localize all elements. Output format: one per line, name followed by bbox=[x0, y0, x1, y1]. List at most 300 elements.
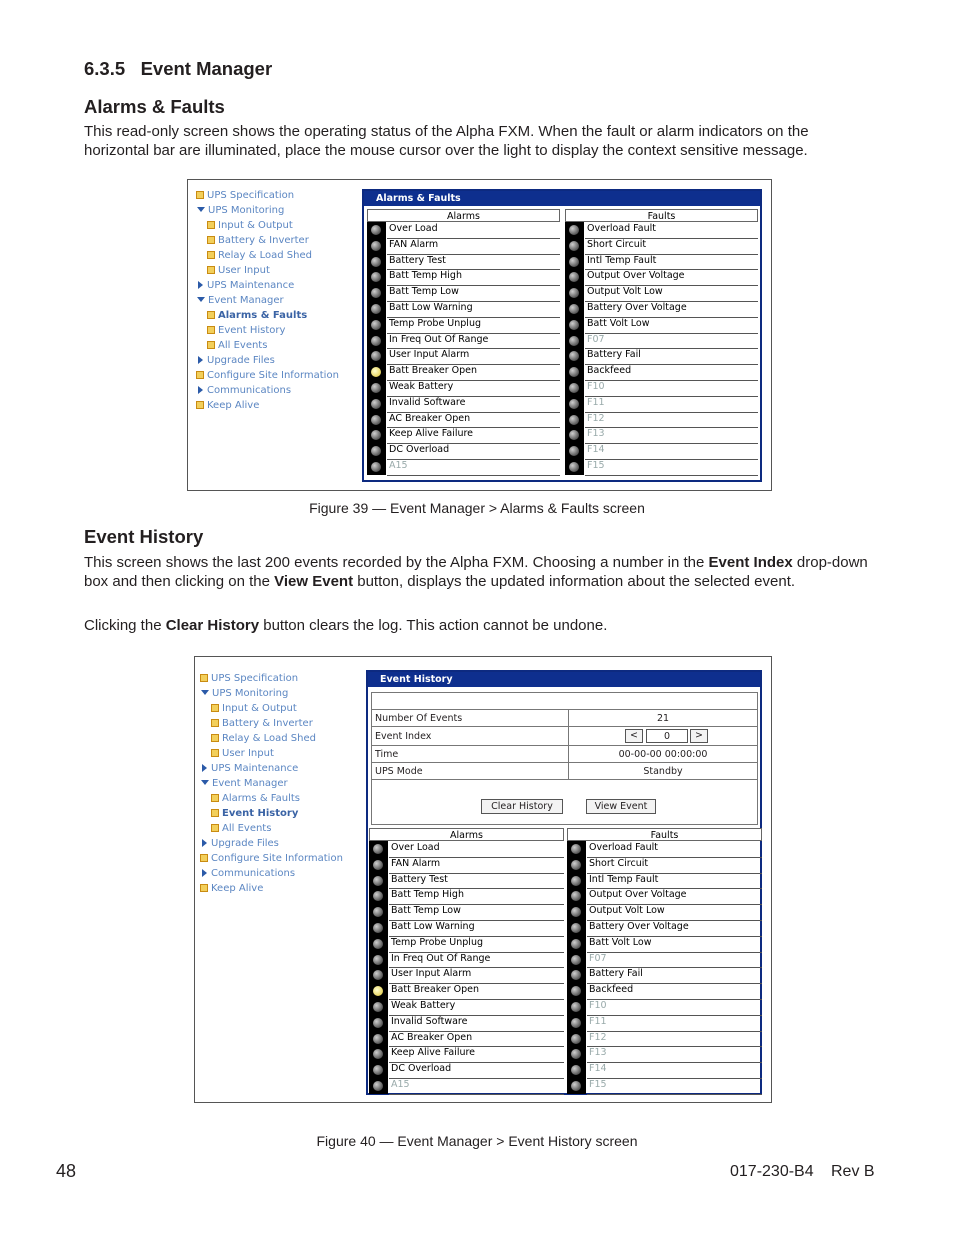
status-indicator-icon[interactable] bbox=[569, 225, 579, 235]
alarm-label: Over Load bbox=[387, 222, 560, 239]
fault-row bbox=[565, 301, 758, 317]
status-indicator-icon[interactable] bbox=[569, 288, 579, 298]
status-indicator-icon[interactable] bbox=[373, 955, 383, 965]
alarm-row bbox=[369, 1015, 564, 1031]
nav-item-label: Alarms & Faults bbox=[218, 310, 308, 321]
arrow-down-icon bbox=[197, 207, 205, 212]
status-indicator-icon[interactable] bbox=[569, 320, 579, 330]
fault-row bbox=[567, 873, 762, 889]
alarm-label: Weak Battery bbox=[389, 999, 564, 1016]
status-indicator-icon[interactable] bbox=[571, 955, 581, 965]
fault-label: Overload Fault bbox=[585, 222, 758, 239]
status-indicator-icon[interactable] bbox=[569, 430, 579, 440]
status-indicator-icon[interactable] bbox=[571, 860, 581, 870]
fault-row bbox=[567, 920, 762, 936]
fault-row bbox=[565, 427, 758, 443]
event-history-heading: Event History bbox=[84, 526, 204, 547]
status-indicator-icon[interactable] bbox=[373, 844, 383, 854]
fault-label: F12 bbox=[585, 412, 758, 429]
doc-icon bbox=[211, 809, 219, 817]
status-indicator-icon[interactable] bbox=[373, 1065, 383, 1075]
fault-label: F10 bbox=[585, 380, 758, 397]
status-indicator-icon[interactable] bbox=[373, 1034, 383, 1044]
alarm-label: A15 bbox=[389, 1078, 564, 1095]
fault-label: F14 bbox=[585, 443, 758, 460]
fault-label: Batt Volt Low bbox=[587, 936, 762, 953]
alarm-label: Batt Temp High bbox=[387, 269, 560, 286]
nav-item-label: User Input bbox=[218, 265, 270, 276]
fault-label: Backfeed bbox=[585, 364, 758, 381]
nav-item-ups-monitoring[interactable] bbox=[196, 204, 284, 217]
fault-row bbox=[565, 254, 758, 270]
fault-row bbox=[565, 396, 758, 412]
status-indicator-icon[interactable] bbox=[373, 986, 383, 996]
fault-label: F13 bbox=[587, 1046, 762, 1063]
nav-item-ups-specification[interactable] bbox=[196, 189, 294, 202]
faults-column-header: Faults bbox=[565, 209, 758, 222]
alarm-row bbox=[367, 348, 560, 364]
status-indicator-icon[interactable] bbox=[569, 336, 579, 346]
nav-item-label: Event Manager bbox=[208, 295, 284, 306]
time-row: Time 00-00-00 00:00:00 bbox=[372, 746, 757, 763]
status-indicator-icon[interactable] bbox=[571, 1002, 581, 1012]
figure-39-caption: Figure 39 — Event Manager > Alarms & Faults screen bbox=[309, 500, 645, 516]
alarm-label: A15 bbox=[387, 459, 560, 476]
nav-item-label: Alarms & Faults bbox=[222, 793, 300, 804]
alarm-row bbox=[369, 841, 564, 857]
status-indicator-icon[interactable] bbox=[371, 446, 381, 456]
status-indicator-icon[interactable] bbox=[373, 939, 383, 949]
alarm-row bbox=[367, 459, 560, 475]
doc-icon bbox=[200, 674, 208, 682]
status-indicator-icon[interactable] bbox=[571, 923, 581, 933]
status-indicator-icon[interactable] bbox=[571, 986, 581, 996]
event-info-table bbox=[372, 709, 757, 780]
next-index-button[interactable]: > bbox=[690, 729, 708, 743]
nav-item-label: All Events bbox=[218, 340, 268, 351]
nav-item-event-manager[interactable] bbox=[196, 294, 284, 307]
status-indicator-icon[interactable] bbox=[373, 876, 383, 886]
fault-label: Battery Over Voltage bbox=[587, 920, 762, 937]
fault-row bbox=[567, 841, 762, 857]
status-indicator-icon[interactable] bbox=[373, 860, 383, 870]
alarm-label: Temp Probe Unplug bbox=[389, 936, 564, 953]
fault-label: Backfeed bbox=[587, 983, 762, 1000]
figure-40-caption: Figure 40 — Event Manager > Event History screen bbox=[316, 1133, 638, 1149]
alarm-label: Over Load bbox=[389, 841, 564, 858]
nav-item-label: Configure Site Information bbox=[211, 853, 343, 864]
time-value: 00-00-00 00:00:00 bbox=[568, 746, 757, 762]
doc-icon bbox=[196, 371, 204, 379]
arrow-down-icon bbox=[201, 780, 209, 785]
alarm-row bbox=[369, 967, 564, 983]
nav-item-event-history[interactable] bbox=[207, 324, 285, 337]
nav-item-battery-inverter[interactable] bbox=[211, 717, 313, 730]
alarm-label: In Freq Out Of Range bbox=[389, 952, 564, 969]
nav-item-communications[interactable] bbox=[200, 867, 295, 880]
alarm-label: Batt Temp Low bbox=[387, 285, 560, 302]
fault-label: F07 bbox=[587, 952, 762, 969]
alarm-label: Batt Low Warning bbox=[389, 920, 564, 937]
alarm-label: FAN Alarm bbox=[387, 238, 560, 255]
panel-title: Event History bbox=[368, 672, 760, 687]
section-heading bbox=[84, 58, 272, 80]
alarms-faults-heading: Alarms & Faults bbox=[84, 96, 225, 117]
alarm-label: DC Overload bbox=[389, 1062, 564, 1079]
revision: Rev B bbox=[831, 1163, 875, 1180]
fault-label: Short Circuit bbox=[585, 238, 758, 255]
number-of-events-row: Number Of Events 21 bbox=[372, 710, 757, 727]
alarm-row bbox=[369, 873, 564, 889]
status-indicator-icon[interactable] bbox=[373, 1018, 383, 1028]
view-event-button[interactable]: View Event bbox=[586, 799, 656, 814]
fault-row bbox=[567, 952, 762, 968]
alarm-label: Invalid Software bbox=[387, 396, 560, 413]
arrow-right-icon bbox=[202, 839, 207, 847]
status-indicator-icon[interactable] bbox=[371, 257, 381, 267]
alarm-row bbox=[369, 920, 564, 936]
nav-item-event-history[interactable] bbox=[211, 807, 298, 820]
nav-item-input-output[interactable] bbox=[211, 702, 297, 715]
arrow-right-icon bbox=[202, 869, 207, 877]
fault-label: Battery Fail bbox=[587, 967, 762, 984]
alarm-label: Invalid Software bbox=[389, 1015, 564, 1032]
nav-item-label: Input & Output bbox=[222, 703, 297, 714]
section-number: 6.3.5 bbox=[84, 58, 126, 79]
status-indicator-icon[interactable] bbox=[371, 367, 381, 377]
doc-icon bbox=[207, 236, 215, 244]
nav-item-label: All Events bbox=[222, 823, 272, 834]
doc-icon bbox=[207, 221, 215, 229]
nav-item-relay-load-shed[interactable] bbox=[211, 732, 316, 745]
status-grid bbox=[367, 209, 759, 479]
status-indicator-icon[interactable] bbox=[373, 970, 383, 980]
status-indicator-icon[interactable] bbox=[371, 415, 381, 425]
fault-label: Intl Temp Fault bbox=[585, 254, 758, 271]
nav-item-user-input[interactable] bbox=[211, 747, 274, 760]
nav-item-ups-specification[interactable] bbox=[200, 672, 298, 685]
nav-item-label: Battery & Inverter bbox=[222, 718, 313, 729]
status-indicator-icon[interactable] bbox=[569, 399, 579, 409]
fault-label: Output Over Voltage bbox=[585, 269, 758, 286]
fault-row bbox=[565, 238, 758, 254]
status-indicator-icon[interactable] bbox=[569, 272, 579, 282]
nav-item-label: Event History bbox=[222, 808, 299, 819]
doc-icon bbox=[196, 191, 204, 199]
status-grid bbox=[369, 828, 761, 1093]
ups-mode-value: Standby bbox=[568, 763, 757, 779]
alarm-row bbox=[367, 333, 560, 349]
nav-item-alarms-faults[interactable] bbox=[211, 792, 300, 805]
status-indicator-icon[interactable] bbox=[571, 1049, 581, 1059]
nav-item-label: Battery & Inverter bbox=[218, 235, 309, 246]
fault-label: Output Volt Low bbox=[587, 904, 762, 921]
status-indicator-icon[interactable] bbox=[571, 844, 581, 854]
nav-item-label: UPS Specification bbox=[211, 673, 299, 684]
status-indicator-icon[interactable] bbox=[569, 367, 579, 377]
fault-row bbox=[567, 1015, 762, 1031]
fault-label: F14 bbox=[587, 1062, 762, 1079]
nav-item-event-manager[interactable] bbox=[200, 777, 288, 790]
nav-item-label: Communications bbox=[207, 385, 292, 396]
status-indicator-icon[interactable] bbox=[571, 1018, 581, 1028]
nav-item-label: Keep Alive bbox=[211, 883, 264, 894]
status-indicator-icon[interactable] bbox=[569, 446, 579, 456]
alarm-row bbox=[369, 857, 564, 873]
status-indicator-icon[interactable] bbox=[571, 907, 581, 917]
status-indicator-icon[interactable] bbox=[373, 923, 383, 933]
nav-item-input-output[interactable] bbox=[207, 219, 293, 232]
alarms-faults-paragraph: This read-only screen shows the operating status of the Alpha FXM. When the fault or alarm indicators on the horizontal bar are illuminated, place the mouse cursor over the light to display the context sensitive message. bbox=[84, 123, 809, 159]
status-indicator-icon[interactable] bbox=[569, 383, 579, 393]
alarm-row bbox=[369, 1078, 564, 1094]
fault-row bbox=[567, 936, 762, 952]
alarm-label: FAN Alarm bbox=[389, 857, 564, 874]
fault-label: F12 bbox=[587, 1031, 762, 1048]
alarm-row bbox=[367, 396, 560, 412]
nav-item-configure-site-information[interactable] bbox=[196, 369, 339, 382]
fault-row bbox=[565, 443, 758, 459]
alarm-row bbox=[369, 1046, 564, 1062]
fault-row bbox=[565, 222, 758, 238]
alarm-label: Batt Breaker Open bbox=[389, 983, 564, 1000]
nav-item-label: UPS Monitoring bbox=[212, 688, 289, 699]
fault-row bbox=[565, 348, 758, 364]
alarm-row bbox=[367, 222, 560, 238]
nav-item-label: Keep Alive bbox=[207, 400, 260, 411]
alarm-label: Keep Alive Failure bbox=[389, 1046, 564, 1063]
fault-label: Batt Volt Low bbox=[585, 317, 758, 334]
fault-label: F15 bbox=[587, 1078, 762, 1095]
alarms-column-header: Alarms bbox=[369, 828, 564, 841]
nav-item-keep-alive[interactable] bbox=[196, 399, 259, 412]
fault-row bbox=[565, 380, 758, 396]
status-indicator-icon[interactable] bbox=[373, 1049, 383, 1059]
nav-item-label: Input & Output bbox=[218, 220, 293, 231]
alarm-row bbox=[367, 269, 560, 285]
nav-item-user-input[interactable] bbox=[207, 264, 270, 277]
number-of-events-value: 21 bbox=[568, 710, 757, 726]
alarm-label: AC Breaker Open bbox=[387, 412, 560, 429]
document-number: 017-230-B4 bbox=[730, 1163, 814, 1180]
fault-row bbox=[567, 1046, 762, 1062]
doc-icon bbox=[211, 734, 219, 742]
nav-item-label: User Input bbox=[222, 748, 274, 759]
status-indicator-icon[interactable] bbox=[371, 241, 381, 251]
alarm-row bbox=[367, 443, 560, 459]
doc-icon bbox=[211, 749, 219, 757]
fault-row bbox=[567, 857, 762, 873]
status-indicator-icon[interactable] bbox=[371, 288, 381, 298]
clear-history-button[interactable]: Clear History bbox=[481, 799, 563, 814]
arrow-right-icon bbox=[198, 356, 203, 364]
nav-item-label: Event History bbox=[218, 325, 286, 336]
arrow-down-icon bbox=[197, 297, 205, 302]
fault-label: F13 bbox=[585, 427, 758, 444]
alarm-label: Weak Battery bbox=[387, 380, 560, 397]
alarm-label: Temp Probe Unplug bbox=[387, 317, 560, 334]
fault-label: Short Circuit bbox=[587, 857, 762, 874]
nav-item-label: UPS Maintenance bbox=[211, 763, 299, 774]
alarm-row bbox=[369, 952, 564, 968]
status-indicator-icon[interactable] bbox=[371, 462, 381, 472]
status-indicator-icon[interactable] bbox=[371, 320, 381, 330]
alarm-label: DC Overload bbox=[387, 443, 560, 460]
alarm-row bbox=[367, 380, 560, 396]
event-history-paragraph: This screen shows the last 200 events recorded by the Alpha FXM. Choosing a number in the Event Index drop-down box and then clicking on the View Event button, displays the updated information about the selected event. bbox=[84, 554, 868, 590]
doc-icon bbox=[207, 311, 215, 319]
doc-icon bbox=[211, 719, 219, 727]
nav-item-label: Upgrade Files bbox=[207, 355, 275, 366]
status-indicator-icon[interactable] bbox=[569, 351, 579, 361]
status-indicator-icon[interactable] bbox=[371, 351, 381, 361]
nav-item-upgrade-files[interactable] bbox=[196, 354, 275, 367]
status-indicator-icon[interactable] bbox=[371, 272, 381, 282]
figure-40-screenshot bbox=[194, 656, 772, 1103]
ups-mode-row: UPS Mode Standby bbox=[372, 763, 757, 780]
fault-row bbox=[567, 1031, 762, 1047]
nav-item-label: Relay & Load Shed bbox=[218, 250, 312, 261]
fault-label: Intl Temp Fault bbox=[587, 873, 762, 890]
fault-row bbox=[567, 983, 762, 999]
alarm-row bbox=[367, 427, 560, 443]
nav-item-battery-inverter[interactable] bbox=[207, 234, 309, 247]
status-indicator-icon[interactable] bbox=[371, 430, 381, 440]
status-indicator-icon[interactable] bbox=[371, 225, 381, 235]
status-indicator-icon[interactable] bbox=[371, 336, 381, 346]
nav-item-label: Communications bbox=[211, 868, 296, 879]
alarm-row bbox=[367, 412, 560, 428]
prev-index-button[interactable]: < bbox=[625, 729, 643, 743]
status-indicator-icon[interactable] bbox=[569, 241, 579, 251]
nav-item-label: Relay & Load Shed bbox=[222, 733, 316, 744]
alarm-label: Batt Breaker Open bbox=[387, 364, 560, 381]
fault-label: Battery Over Voltage bbox=[585, 301, 758, 318]
nav-item-all-events[interactable] bbox=[207, 339, 267, 352]
nav-item-all-events[interactable] bbox=[211, 822, 271, 835]
alarm-label: Batt Temp High bbox=[389, 888, 564, 905]
status-indicator-icon[interactable] bbox=[571, 970, 581, 980]
nav-item-configure-site-information[interactable] bbox=[200, 852, 343, 865]
alarm-row bbox=[369, 983, 564, 999]
doc-icon bbox=[200, 884, 208, 892]
arrow-down-icon bbox=[201, 690, 209, 695]
status-indicator-icon[interactable] bbox=[569, 304, 579, 314]
arrow-right-icon bbox=[202, 764, 207, 772]
clear-history-paragraph: Clicking the Clear History button clears the log. This action cannot be undone. bbox=[84, 617, 608, 634]
alarms-column-header: Alarms bbox=[367, 209, 560, 222]
fault-label: F10 bbox=[587, 999, 762, 1016]
alarm-row bbox=[367, 317, 560, 333]
alarm-label: In Freq Out Of Range bbox=[387, 333, 560, 350]
alarm-row bbox=[369, 1062, 564, 1078]
status-indicator-icon[interactable] bbox=[571, 891, 581, 901]
figure-39-screenshot bbox=[187, 179, 772, 491]
status-indicator-icon[interactable] bbox=[569, 462, 579, 472]
alarm-row bbox=[367, 238, 560, 254]
status-indicator-icon[interactable] bbox=[571, 1034, 581, 1044]
event-history-panel bbox=[366, 670, 762, 1095]
page-number: 48 bbox=[56, 1161, 77, 1181]
nav-item-label: UPS Maintenance bbox=[207, 280, 295, 291]
fault-row bbox=[567, 967, 762, 983]
alarm-label: AC Breaker Open bbox=[389, 1031, 564, 1048]
status-indicator-icon[interactable] bbox=[371, 399, 381, 409]
nav-item-ups-maintenance[interactable] bbox=[200, 762, 298, 775]
fault-label: F11 bbox=[587, 1015, 762, 1032]
alarm-row bbox=[369, 1031, 564, 1047]
alarm-label: User Input Alarm bbox=[387, 348, 560, 365]
alarm-label: Keep Alive Failure bbox=[387, 427, 560, 444]
fault-row bbox=[565, 333, 758, 349]
fault-label: Overload Fault bbox=[587, 841, 762, 858]
section-title: Event Manager bbox=[140, 58, 273, 79]
doc-icon bbox=[207, 341, 215, 349]
event-index-row: Event Index < 0 > bbox=[372, 727, 757, 746]
fault-row bbox=[567, 888, 762, 904]
fault-row bbox=[567, 1078, 762, 1094]
fault-label: Battery Fail bbox=[585, 348, 758, 365]
alarm-label: Battery Test bbox=[389, 873, 564, 890]
alarm-label: User Input Alarm bbox=[389, 967, 564, 984]
fault-label: F07 bbox=[585, 333, 758, 350]
status-indicator-icon[interactable] bbox=[569, 257, 579, 267]
nav-item-relay-load-shed[interactable] bbox=[207, 249, 312, 262]
alarm-label: Battery Test bbox=[387, 254, 560, 271]
alarm-row bbox=[367, 301, 560, 317]
doc-icon bbox=[200, 854, 208, 862]
status-indicator-icon[interactable] bbox=[571, 1065, 581, 1075]
status-indicator-icon[interactable] bbox=[371, 304, 381, 314]
status-indicator-icon[interactable] bbox=[371, 383, 381, 393]
alarm-row bbox=[369, 904, 564, 920]
event-index-dropdown[interactable]: 0 bbox=[646, 729, 688, 743]
status-indicator-icon[interactable] bbox=[571, 876, 581, 886]
alarm-label: Batt Temp Low bbox=[389, 904, 564, 921]
arrow-right-icon bbox=[198, 386, 203, 394]
doc-icon bbox=[207, 251, 215, 259]
doc-icon bbox=[207, 266, 215, 274]
fault-label: F15 bbox=[585, 459, 758, 476]
doc-icon bbox=[211, 824, 219, 832]
nav-item-ups-monitoring[interactable] bbox=[200, 687, 288, 700]
alarm-label: Batt Low Warning bbox=[387, 301, 560, 318]
nav-item-label: Configure Site Information bbox=[207, 370, 339, 381]
alarm-row bbox=[369, 888, 564, 904]
status-indicator-icon[interactable] bbox=[569, 415, 579, 425]
status-indicator-icon[interactable] bbox=[373, 907, 383, 917]
status-indicator-icon[interactable] bbox=[373, 1002, 383, 1012]
panel-title: Alarms & Faults bbox=[364, 191, 760, 206]
doc-icon bbox=[207, 326, 215, 334]
fault-row bbox=[567, 904, 762, 920]
fault-label: Output Volt Low bbox=[585, 285, 758, 302]
status-indicator-icon[interactable] bbox=[571, 939, 581, 949]
fault-row bbox=[565, 364, 758, 380]
nav-item-ups-maintenance[interactable] bbox=[196, 279, 294, 292]
status-indicator-icon[interactable] bbox=[571, 1081, 581, 1091]
status-indicator-icon[interactable] bbox=[373, 1081, 383, 1091]
nav-item-keep-alive[interactable] bbox=[200, 882, 263, 895]
alarm-row bbox=[367, 285, 560, 301]
status-indicator-icon[interactable] bbox=[373, 891, 383, 901]
faults-column-header: Faults bbox=[567, 828, 762, 841]
nav-item-upgrade-files[interactable] bbox=[200, 837, 279, 850]
fault-row bbox=[565, 317, 758, 333]
fault-label: F11 bbox=[585, 396, 758, 413]
nav-item-communications[interactable] bbox=[196, 384, 291, 397]
nav-item-alarms-faults[interactable] bbox=[207, 309, 307, 322]
